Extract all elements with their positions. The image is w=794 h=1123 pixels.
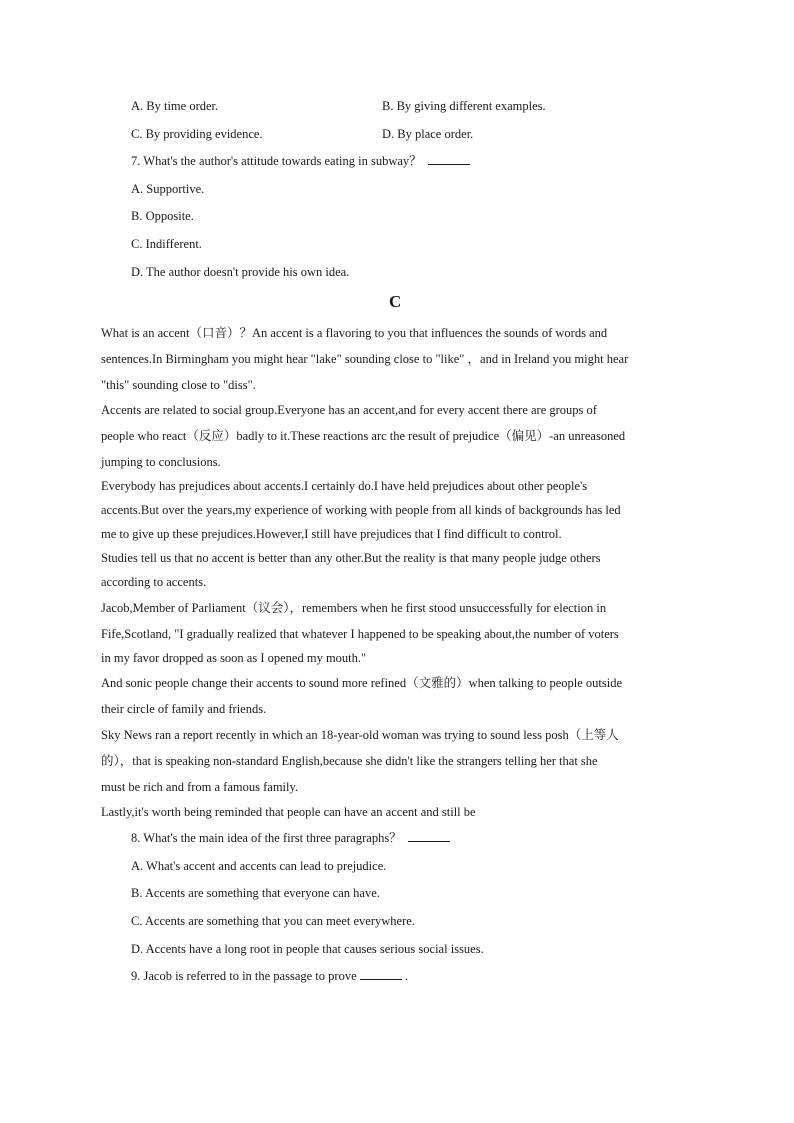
q7-option-b[interactable]: B. Opposite. [131,209,194,223]
passage-line: accents.But over the years,my experience of working with people from all kinds of backgrounds has led [101,503,621,517]
passage-line: What is an accent（口音）？An accent is a flavoring to you that influences the sounds of words and [101,326,608,340]
section-heading: C [389,292,402,311]
passage-paragraph-8 [101,804,701,820]
passage-line: Lastly,it's worth being reminded that people can have an accent and still be [101,805,476,819]
q8-stem-text: 8. What's the main idea of the first three paragraphs？ [131,831,402,845]
q6-option-a[interactable]: A. By time order. [131,99,219,113]
q7-option-d[interactable]: D. The author doesn't provide his own idea. [131,265,350,279]
passage-line: Fife,Scotland, "I gradually realized that whatever I happened to be speaking about,the number of voters [101,627,619,641]
passage-paragraph-1 [101,325,701,393]
q9-stem-text: 9. Jacob is referred to in the passage to prove [131,969,357,983]
passage-line: people who react（反应）badly to it.These reactions arc the result of prejudice（偏见）-an unreasoned [101,429,626,443]
passage-line: And sonic people change their accents to sound more refined（文雅的）when talking to people outside [101,676,623,690]
q7-stem [131,153,470,169]
q9-answer-blank[interactable] [360,968,402,980]
passage-line: Studies tell us that no accent is better than any other.But the reality is that many people judge others [101,551,601,565]
passage-paragraph-4 [101,550,701,590]
q6-option-d[interactable]: D. By place order. [382,127,474,141]
q6-option-c[interactable]: C. By providing evidence. [131,127,263,141]
q7-stem-text: 7. What's the author's attitude towards eating in subway？ [131,154,422,168]
q8-option-d[interactable]: D. Accents have a long root in people that causes serious social issues. [131,942,484,956]
passage-line: "this" sounding close to "diss". [101,378,256,392]
q7-option-c[interactable]: C. Indifferent. [131,237,202,251]
q9-stem-tail: . [404,969,408,983]
q8-option-b[interactable]: B. Accents are something that everyone can have. [131,886,380,900]
q9-stem [131,968,408,984]
passage-paragraph-3 [101,478,701,542]
passage-line: 的），that is speaking non-standard English,because she didn't like the strangers telling her that she [101,754,598,768]
q6-option-b[interactable]: B. By giving different examples. [382,99,546,113]
q7-option-a[interactable]: A. Supportive. [131,182,205,196]
passage-paragraph-5 [101,600,701,666]
passage-line: jumping to conclusions. [101,455,221,469]
passage-line: their circle of family and friends. [101,702,267,716]
passage-paragraph-6 [101,675,701,717]
passage-line: Jacob,Member of Parliament（议会），remembers when he first stood unsuccessfully for election in [101,601,607,615]
passage-paragraph-7 [101,727,701,795]
q7-answer-blank[interactable] [428,153,470,165]
passage-line: must be rich and from a famous family. [101,780,299,794]
passage-line: in my favor dropped as soon as I opened my mouth." [101,651,367,665]
passage-line: Everybody has prejudices about accents.I certainly do.I have held prejudices about other people's [101,479,588,493]
q8-option-a[interactable]: A. What's accent and accents can lead to prejudice. [131,859,387,873]
passage-line: Accents are related to social group.Everyone has an accent,and for every accent there are groups of [101,403,597,417]
passage-line: Sky News ran a report recently in which an 18-year-old woman was trying to sound less posh（上等人 [101,728,619,742]
q8-answer-blank[interactable] [408,830,450,842]
q8-stem [131,830,450,846]
passage-paragraph-2 [101,402,701,470]
passage-line: me to give up these prejudices.However,I still have prejudices that I find difficult to control. [101,527,562,541]
passage-line: according to accents. [101,575,207,589]
passage-line: sentences.In Birmingham you might hear "lake" sounding close to "like" ，and in Ireland you might hear [101,352,629,366]
q8-option-c[interactable]: C. Accents are something that you can meet everywhere. [131,914,415,928]
